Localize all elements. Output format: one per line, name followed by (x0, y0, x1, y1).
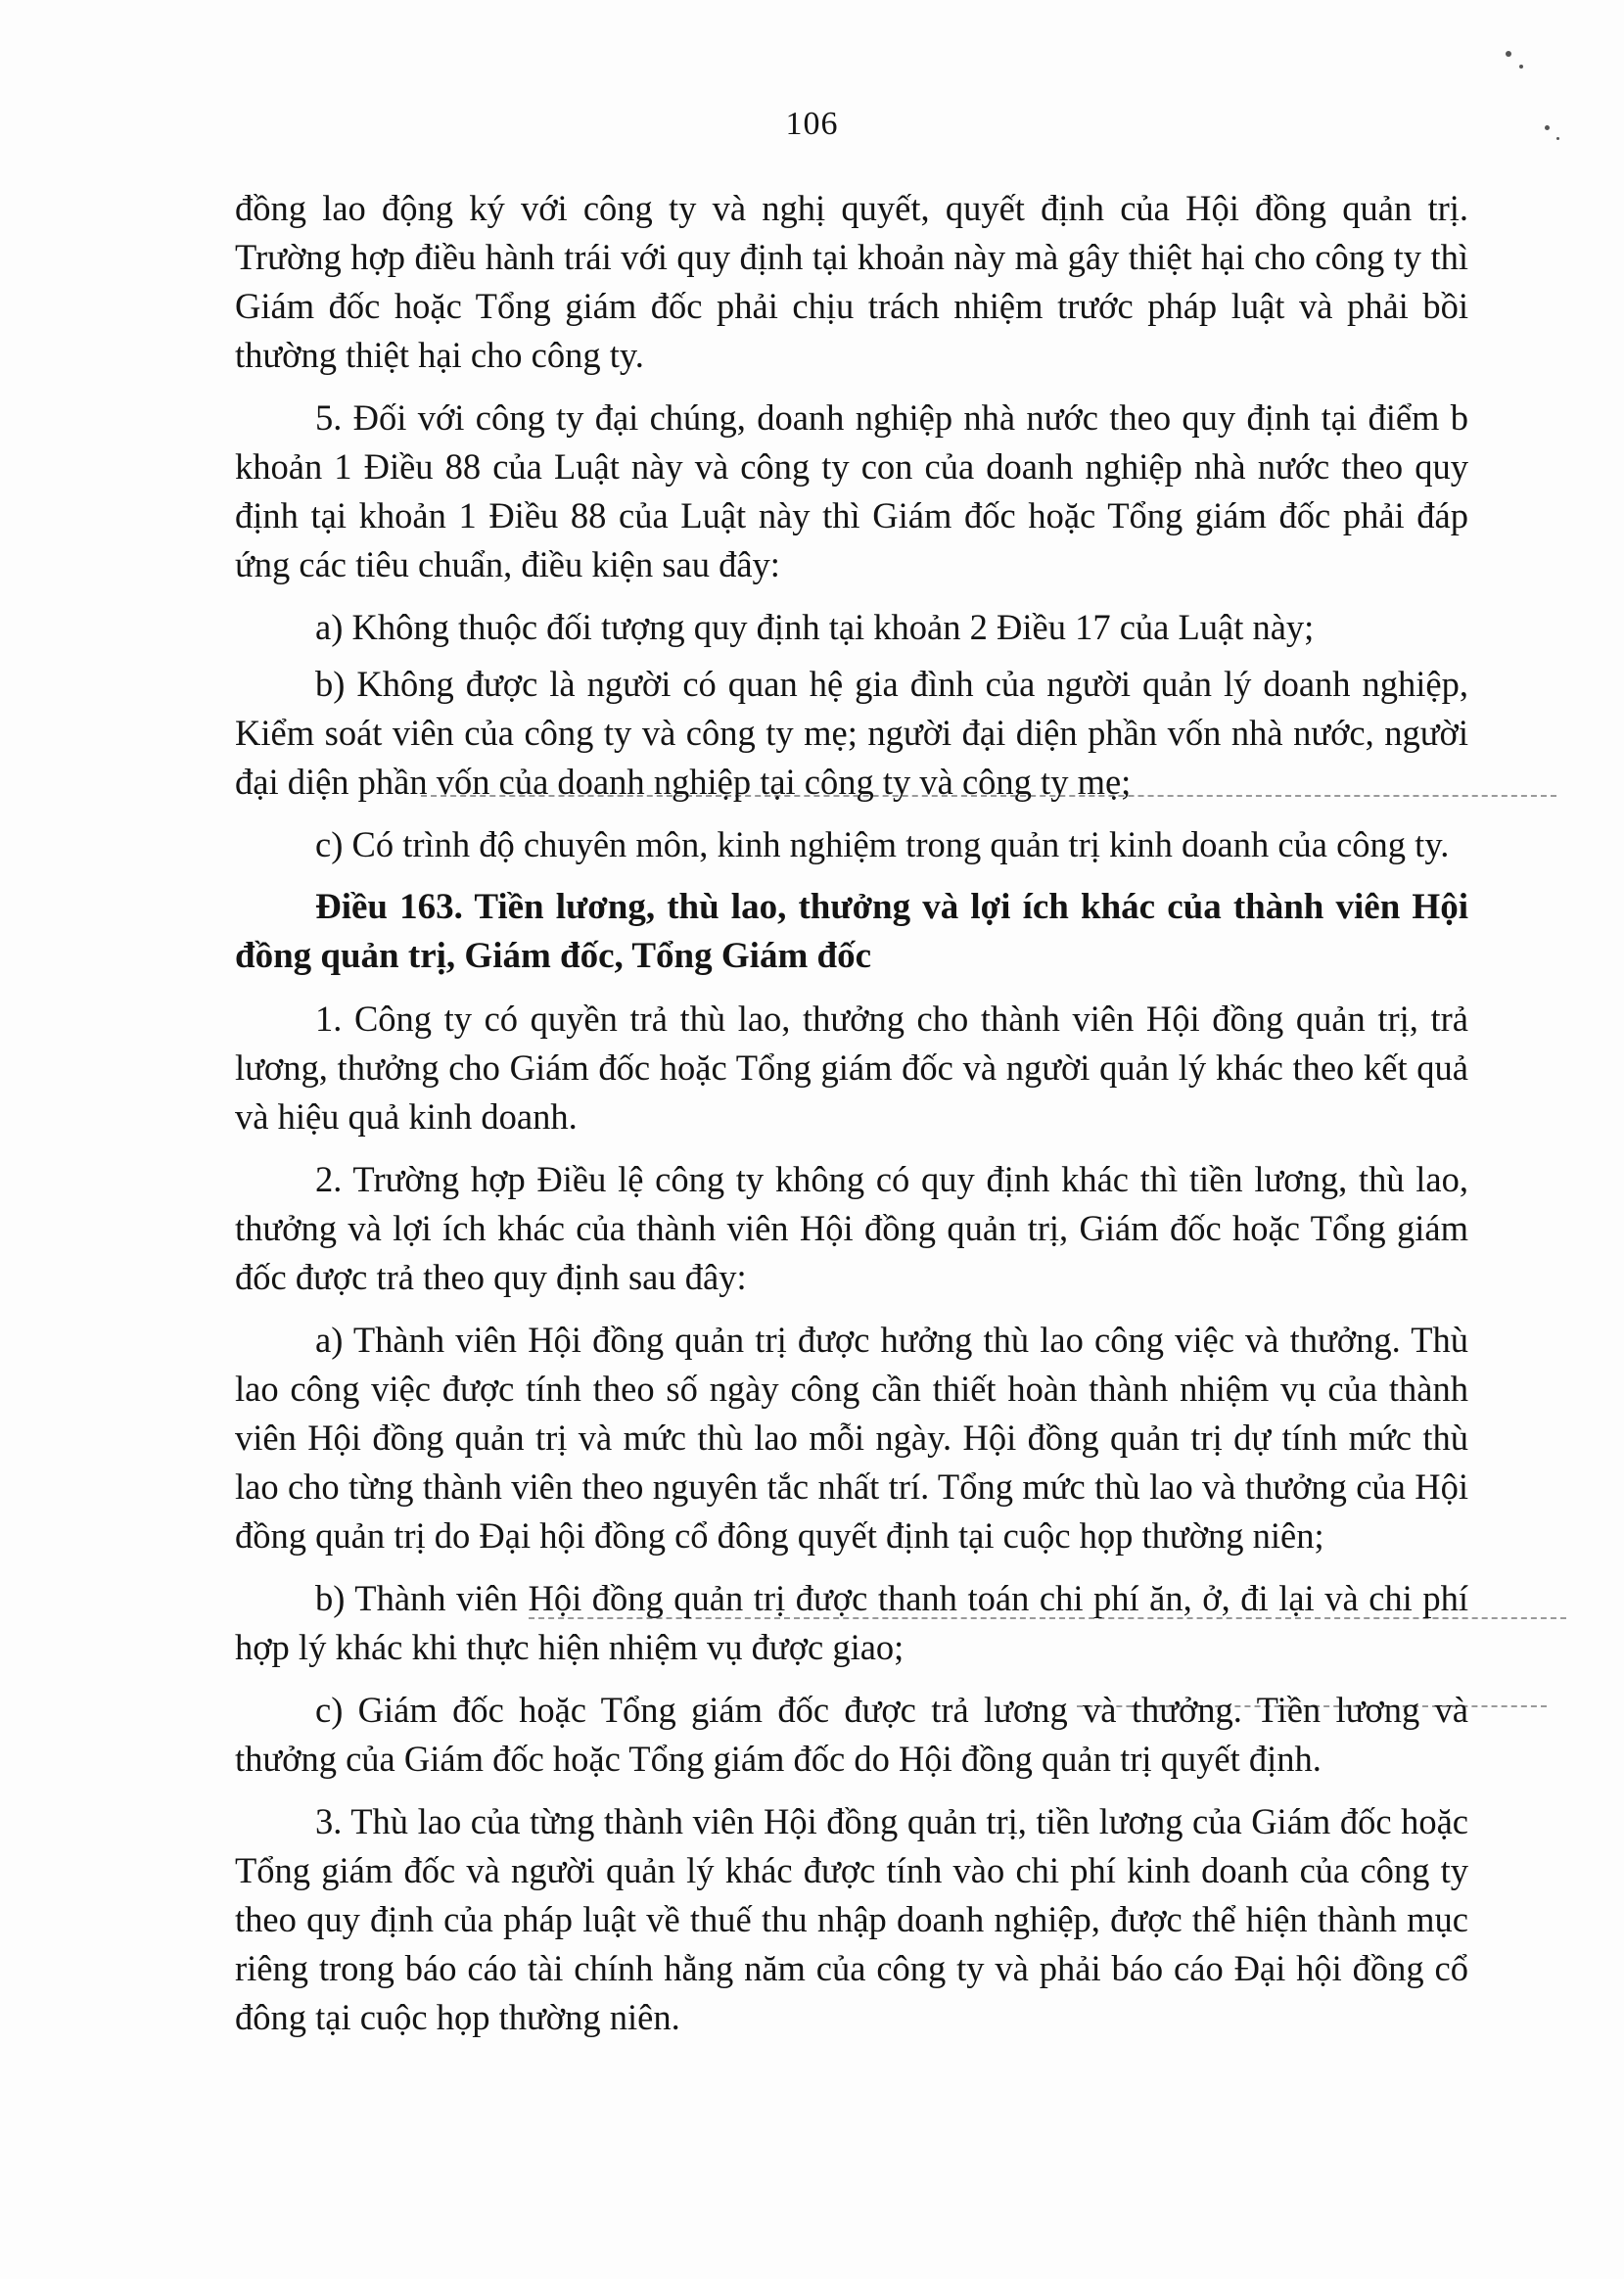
article-163-heading: Điều 163. Tiền lương, thù lao, thưởng và lợi ích khác của thành viên Hội đồng quản trị, Giám đốc, Tổng Giám đốc (235, 887, 1468, 976)
scan-speck (1506, 51, 1511, 57)
paragraph-163-2c: c) Giám đốc hoặc Tổng giám đốc được trả lương và thưởng. Tiền lương và thưởng của Giám đốc hoặc Tổng giám đốc do Hội đồng quản trị quyết định. (235, 1690, 1468, 1779)
paragraph-clause-5a: a) Không thuộc đối tượng quy định tại khoản 2 Điều 17 của Luật này; (315, 607, 1315, 647)
paragraph-163-3: 3. Thù lao của từng thành viên Hội đồng quản trị, tiền lương của Giám đốc hoặc Tổng giám đốc và người quản lý khác được tính vào chi phí kinh doanh của công ty theo quy định của pháp luật về thuế thu nhập doanh nghiệp, được thể hiện thành mục riêng trong báo cáo tài chính hằng năm của công ty và phải báo cáo Đại hội đồng cổ đông tại cuộc họp thường niên. (235, 1801, 1468, 2037)
page-number: 106 (785, 106, 839, 142)
paragraph-clause-5c: c) Có trình độ chuyên môn, kinh nghiệm trong quản trị kinh doanh của công ty. (315, 824, 1450, 864)
paragraph-163-2a: a) Thành viên Hội đồng quản trị được hưởng thù lao công việc và thưởng. Thù lao công việc được tính theo số ngày công cần thiết hoàn thành nhiệm vụ của thành viên Hội đồng quản trị và mức thù lao mỗi ngày. Hội đồng quản trị dự tính mức thù lao cho từng thành viên theo nguyên tắc nhất trí. Tổng mức thù lao và thưởng của Hội đồng quản trị do Đại hội đồng cổ đông quyết định tại cuộc họp thường niên; (235, 1320, 1468, 1556)
paragraph-clause-5b: b) Không được là người có quan hệ gia đình của người quản lý doanh nghiệp, Kiểm soát viên của công ty và công ty mẹ; người đại diện phần vốn nhà nước, người đại diện phần vốn của doanh nghiệp tại công ty và công ty mẹ; (235, 664, 1468, 802)
paragraph-163-2b: b) Thành viên Hội đồng quản trị được thanh toán chi phí ăn, ở, đi lại và chi phí hợp lý khác khi thực hiện nhiệm vụ được giao; (235, 1578, 1468, 1667)
paragraph-clause-5: 5. Đối với công ty đại chúng, doanh nghiệp nhà nước theo quy định tại điểm b khoản 1 Điều 88 của Luật này và công ty con của doanh nghiệp nhà nước theo quy định tại khoản 1 Điều 88 của Luật này thì Giám đốc hoặc Tổng giám đốc phải đáp ứng các tiêu chuẩn, điều kiện sau đây: (235, 397, 1468, 584)
document-body (235, 184, 1468, 2056)
paragraph-163-2: 2. Trường hợp Điều lệ công ty không có quy định khác thì tiền lương, thù lao, thưởng và lợi ích khác của thành viên Hội đồng quản trị, Giám đốc hoặc Tổng giám đốc được trả theo quy định sau đây: (235, 1159, 1468, 1297)
paragraph-continuation: đồng lao động ký với công ty và nghị quyết, quyết định của Hội đồng quản trị. Trường hợp điều hành trái với quy định tại khoản này mà gây thiệt hại cho công ty thì Giám đốc hoặc Tổng giám đốc phải chịu trách nhiệm trước pháp luật và phải bồi thường thiệt hại cho công ty. (235, 188, 1468, 375)
paragraph-163-1: 1. Công ty có quyền trả thù lao, thưởng cho thành viên Hội đồng quản trị, trả lương, thưởng cho Giám đốc hoặc Tổng giám đốc và người quản lý khác theo kết quả và hiệu quả kinh doanh. (235, 999, 1468, 1137)
scan-speck (1519, 65, 1523, 69)
